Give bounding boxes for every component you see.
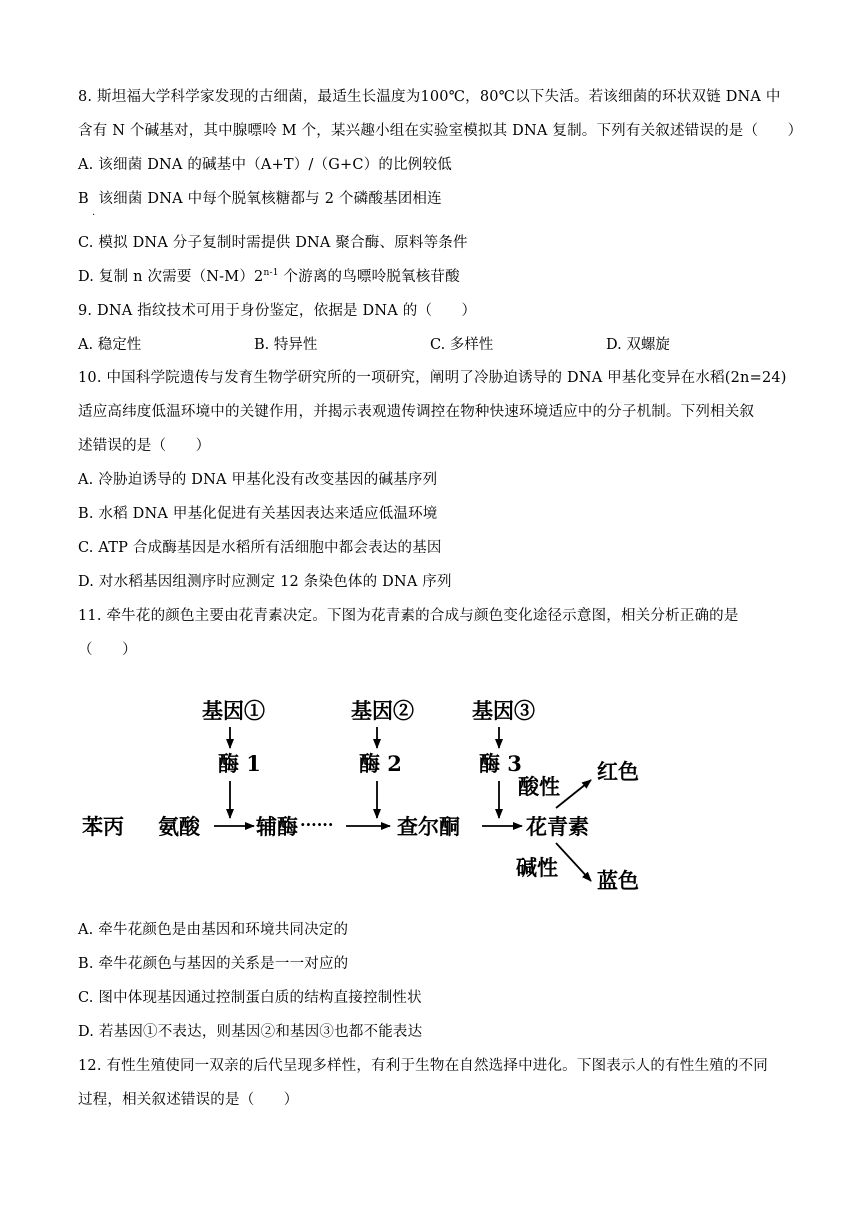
q10-stem-line2: 适应高纬度低温环境中的关键作用，并揭示表观遗传调控在物种快速环境适应中的分子机制。下列相关叙	[78, 404, 755, 420]
q8-option-a: A. 该细菌 DNA 的碱基中（A+T）/（G+C）的比例较低	[78, 157, 452, 173]
q9-option-c: C. 多样性	[430, 337, 494, 353]
red-color-label: 红色	[597, 759, 639, 784]
q8-option-d-sup: n-1	[263, 268, 279, 278]
gene-3-label: 基因③	[472, 698, 535, 723]
q8-stem-line2: 含有 N 个碱基对，其中腺嘌呤 M 个，某兴趣小组在实验室模拟其 DNA 复制。下列有关叙述错误的是（ ）	[78, 123, 803, 139]
acidic-branch-arrow	[556, 780, 591, 808]
q8-option-b-letter: B	[78, 191, 89, 207]
acidic-label: 酸性	[518, 774, 560, 799]
substrate-label-part1: 苯丙	[82, 814, 124, 839]
q11-option-a: A. 牵牛花颜色是由基因和环境共同决定的	[78, 922, 349, 938]
q10-option-a: A. 冷胁迫诱导的 DNA 甲基化没有改变基因的碱基序列	[78, 472, 438, 488]
q8-option-d-post: 个游离的鸟嘌呤脱氧核苷酸	[278, 269, 460, 285]
q11-option-d: D. 若基因①不表达，则基因②和基因③也都不能表达	[78, 1024, 423, 1040]
q10-option-c: C. ATP 合成酶基因是水稻所有活细胞中都会表达的基因	[78, 540, 442, 556]
blue-color-label: 蓝色	[597, 868, 639, 893]
q12-stem-line1: 12. 有性生殖使同一双亲的后代呈现多样性，有利于生物在自然选择中进化。下图表示人的有性生殖的不同	[78, 1058, 768, 1074]
q10-stem-line3: 述错误的是（ ）	[78, 438, 211, 454]
enzyme-3-label: 酶 3	[479, 751, 522, 776]
anthocyanin-pathway-diagram	[78, 685, 678, 900]
q9-stem: 9. DNA 指纹技术可用于身份鉴定，依据是 DNA 的（ ）	[78, 303, 477, 319]
q8-option-d-pre: D. 复制 n 次需要（N-M）2	[78, 269, 264, 285]
gene-1-label: 基因①	[202, 698, 265, 723]
enzyme-1-label: 酶 1	[218, 751, 261, 776]
q11-option-b: B. 牵牛花颜色与基因的关系是一一对应的	[78, 956, 349, 972]
product-label: 花青素	[526, 814, 589, 839]
q9-option-b: B. 特异性	[254, 337, 318, 353]
intermediate-2-label: 查尔酮	[397, 814, 460, 839]
substrate-label-part2: 氨酸	[158, 814, 200, 839]
q12-stem-line2: 过程，相关叙述错误的是（ ）	[78, 1092, 299, 1108]
alkaline-branch-arrow	[556, 843, 591, 881]
alkaline-label: 碱性	[516, 855, 558, 880]
q10-option-b: B. 水稻 DNA 甲基化促进有关基因表达来适应低温环境	[78, 506, 438, 522]
q9-option-d: D. 双螺旋	[606, 337, 670, 353]
q9-option-a: A. 稳定性	[78, 337, 142, 353]
q11-stem-line1: 11. 牵牛花的颜色主要由花青素决定。下图为花青素的合成与颜色变化途径示意图，相关分析正确的是	[78, 608, 739, 624]
q8-option-b-text: 该细菌 DNA 中每个脱氧核糖都与 2 个磷酸基团相连	[98, 191, 442, 207]
q8-option-b-dot: .	[92, 207, 96, 218]
ellipsis-dots: ······	[300, 815, 334, 834]
q8-stem-line1: 8. 斯坦福大学科学家发现的古细菌，最适生长温度为100℃，80℃以下失活。若该细菌的环状双链 DNA 中	[78, 89, 781, 105]
enzyme-2-label: 酶 2	[359, 751, 402, 776]
intermediate-1-label: 辅酶	[256, 814, 298, 839]
q10-stem-line1: 10. 中国科学院遗传与发育生物学研究所的一项研究，阐明了冷胁迫诱导的 DNA 甲基化变异在水稻(2n=24)	[78, 370, 787, 386]
q11-stem-line2: （ ）	[78, 642, 137, 658]
q8-option-c: C. 模拟 DNA 分子复制时需提供 DNA 聚合酶、原料等条件	[78, 235, 468, 251]
q10-option-d: D. 对水稻基因组测序时应测定 12 条染色体的 DNA 序列	[78, 574, 452, 590]
q8-option-d	[78, 267, 460, 287]
gene-2-label: 基因②	[351, 698, 414, 723]
q8-option-b	[78, 189, 442, 209]
q11-option-c: C. 图中体现基因通过控制蛋白质的结构直接控制性状	[78, 990, 422, 1006]
